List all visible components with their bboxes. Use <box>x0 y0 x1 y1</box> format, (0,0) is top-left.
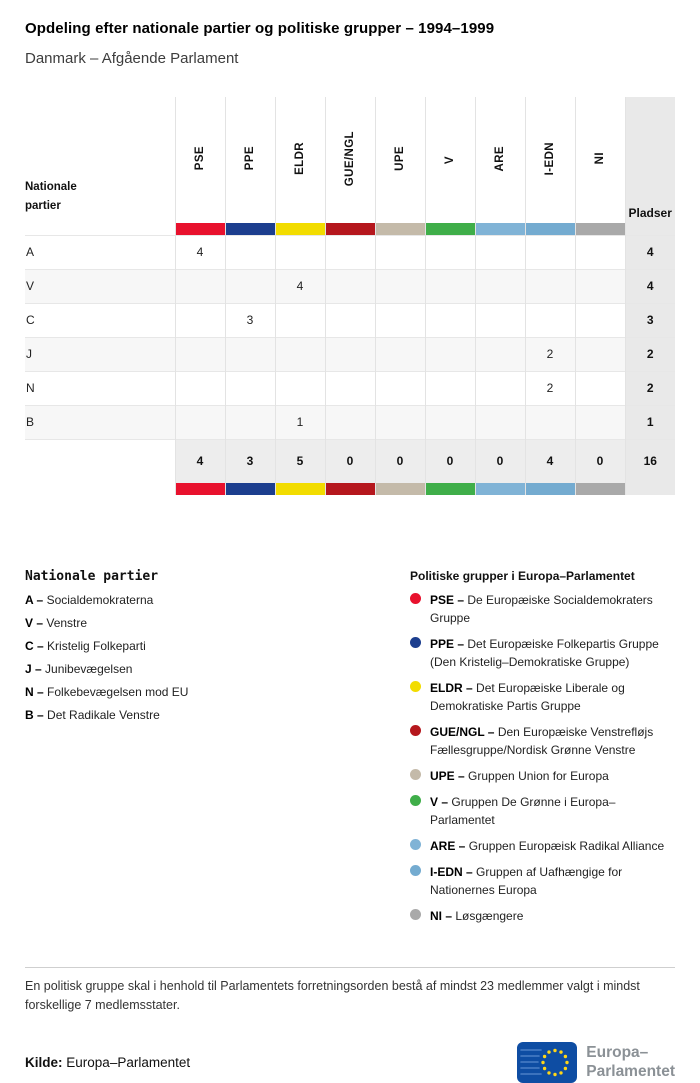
spacer <box>25 483 175 495</box>
group-name: Gruppen af Uafhængige for Nationernes Europa <box>430 865 623 897</box>
cell <box>525 405 575 439</box>
group-name: De Europæiske Socialdemokraters Gruppe <box>430 593 653 625</box>
seats-cell: 3 <box>625 303 675 337</box>
color-bar-upe <box>375 483 425 495</box>
cell <box>175 337 225 371</box>
cell <box>525 269 575 303</box>
logo-wordmark-line2: Parlamentet <box>586 1063 675 1081</box>
cell <box>525 303 575 337</box>
color-bar-v <box>425 483 475 495</box>
group-code-label: NI – <box>430 909 453 923</box>
group-code-label: ELDR – <box>430 681 473 695</box>
cell <box>425 303 475 337</box>
column-header-gue-ngl: GUE/NGL <box>325 97 375 223</box>
cell <box>575 235 625 269</box>
cell <box>475 235 525 269</box>
cell: 4 <box>175 235 225 269</box>
table-row <box>25 337 675 371</box>
source-label: Kilde: <box>25 1054 63 1070</box>
color-bar-i-edn <box>525 223 575 235</box>
cell <box>375 337 425 371</box>
cell <box>475 303 525 337</box>
group-color-dot <box>410 839 421 850</box>
spacer <box>25 223 175 235</box>
cell <box>325 303 375 337</box>
page-title: Opdeling efter nationale partier og politiske grupper – 1994–1999 <box>25 20 495 37</box>
color-bar-upe <box>375 223 425 235</box>
party-name: Kristelig Folkeparti <box>47 639 146 653</box>
row-header-label: Nationale partier <box>25 180 77 213</box>
cell <box>225 371 275 405</box>
logo-wordmark-line1: Europa– <box>586 1044 649 1062</box>
legend-item-group <box>410 723 675 759</box>
cell <box>475 371 525 405</box>
cell <box>425 371 475 405</box>
european-parliament-logo <box>517 1042 675 1083</box>
group-color-dot <box>410 637 421 648</box>
column-header-pse: PSE <box>175 97 225 223</box>
seats-cell: 1 <box>625 405 675 439</box>
group-header-row <box>25 97 675 223</box>
cell <box>575 405 625 439</box>
party-label: C <box>25 303 175 337</box>
color-bar-eldr <box>275 223 325 235</box>
cell <box>275 235 325 269</box>
cell <box>475 337 525 371</box>
legend-item-party <box>25 685 410 699</box>
cell <box>425 405 475 439</box>
party-label: N <box>25 371 175 405</box>
cell <box>275 371 325 405</box>
party-name: Venstre <box>46 616 88 630</box>
cell <box>375 235 425 269</box>
table-row <box>25 269 675 303</box>
table-row <box>25 405 675 439</box>
party-code-label: V – <box>25 616 44 630</box>
color-bar-ni <box>575 223 625 235</box>
cell <box>575 303 625 337</box>
group-name: Løsgængere <box>455 909 524 923</box>
cell <box>325 405 375 439</box>
cell <box>225 337 275 371</box>
column-header-are: ARE <box>475 97 525 223</box>
color-bar-pse <box>175 483 225 495</box>
cell <box>325 337 375 371</box>
spacer <box>25 439 175 483</box>
column-header-seats: Pladser <box>625 97 675 223</box>
legend-item-group <box>410 907 675 925</box>
total-cell: 4 <box>525 439 575 483</box>
column-header-i-edn: I-EDN <box>525 97 575 223</box>
cell <box>575 371 625 405</box>
party-name: Folkebevægelsen mod EU <box>47 685 189 699</box>
group-color-dot <box>410 795 421 806</box>
legend-item-group <box>410 591 675 627</box>
cell <box>325 235 375 269</box>
page-subtitle: Danmark – Afgående Parlament <box>25 50 239 67</box>
national-parties-legend <box>25 569 410 925</box>
total-cell: 0 <box>425 439 475 483</box>
legend-item-party <box>25 639 410 653</box>
color-bar-gue-ngl <box>325 223 375 235</box>
color-bar-v <box>425 223 475 235</box>
party-code-label: C – <box>25 639 44 653</box>
color-bar-are <box>475 223 525 235</box>
group-code-label: ARE – <box>430 839 466 853</box>
footnote: En politisk gruppe skal i henhold til Parlamentets forretningsorden bestå af mindst 23 medlemmer valgt i mindst forskellige 7 medlemsstater. <box>25 979 640 1013</box>
cell <box>575 269 625 303</box>
legend-item-group <box>410 679 675 715</box>
cell: 4 <box>275 269 325 303</box>
cell <box>225 405 275 439</box>
party-label: V <box>25 269 175 303</box>
totals-row <box>25 439 675 483</box>
total-cell: 5 <box>275 439 325 483</box>
party-code-label: J – <box>25 662 42 676</box>
party-code-label: A – <box>25 593 44 607</box>
source-row <box>25 1042 675 1083</box>
logo-wordmark <box>586 1043 675 1081</box>
cell <box>575 337 625 371</box>
national-parties-legend-title: Nationale partier <box>25 569 159 584</box>
group-name: Gruppen Europæisk Radikal Alliance <box>468 839 665 853</box>
cell <box>375 405 425 439</box>
seats-cell: 4 <box>625 269 675 303</box>
cell <box>175 303 225 337</box>
seats-cell: 2 <box>625 371 675 405</box>
total-cell: 3 <box>225 439 275 483</box>
color-bar-pse <box>175 223 225 235</box>
group-code-label: UPE – <box>430 769 465 783</box>
cell <box>325 269 375 303</box>
cell <box>175 405 225 439</box>
party-label: J <box>25 337 175 371</box>
cell <box>425 269 475 303</box>
eu-flag-icon <box>517 1042 577 1083</box>
group-name: Gruppen Union for Europa <box>468 769 609 783</box>
party-code-label: N – <box>25 685 44 699</box>
group-code-label: GUE/NGL – <box>430 725 495 739</box>
column-header-ni: NI <box>575 97 625 223</box>
legend-item-group <box>410 767 675 785</box>
group-name: Det Europæiske Liberale og Demokratiske Partis Gruppe <box>430 681 625 713</box>
group-code-label: V – <box>430 795 449 809</box>
group-color-dot <box>410 593 421 604</box>
party-label: A <box>25 235 175 269</box>
political-groups-legend-title: Politiske grupper i Europa–Parlamentet <box>410 569 635 583</box>
cell <box>175 371 225 405</box>
party-code-label: B – <box>25 708 44 722</box>
legend-item-group <box>410 837 675 855</box>
cell <box>175 269 225 303</box>
color-bar-ni <box>575 483 625 495</box>
cell <box>475 269 525 303</box>
color-bar-i-edn <box>525 483 575 495</box>
total-cell: 0 <box>325 439 375 483</box>
cell <box>375 371 425 405</box>
legend-item-party <box>25 708 410 722</box>
cell: 3 <box>225 303 275 337</box>
cell: 2 <box>525 371 575 405</box>
group-color-dot <box>410 909 421 920</box>
party-name: Socialdemokraterna <box>46 593 154 607</box>
cell: 2 <box>525 337 575 371</box>
cell <box>475 405 525 439</box>
color-bar-eldr <box>275 483 325 495</box>
cell: 1 <box>275 405 325 439</box>
party-name: Det Radikale Venstre <box>47 708 160 722</box>
cell <box>225 235 275 269</box>
spacer <box>625 483 675 495</box>
total-cell: 0 <box>575 439 625 483</box>
group-code-label: PPE – <box>430 637 465 651</box>
total-cell: 4 <box>175 439 225 483</box>
column-header-ppe: PPE <box>225 97 275 223</box>
spacer <box>625 223 675 235</box>
legend-item-party <box>25 616 410 630</box>
group-code-label: PSE – <box>430 593 465 607</box>
cell <box>225 269 275 303</box>
seats-cell: 2 <box>625 337 675 371</box>
group-color-dot <box>410 725 421 736</box>
legend-section <box>25 569 675 925</box>
cell <box>375 303 425 337</box>
legend-item-party <box>25 662 410 676</box>
source-text <box>25 1055 190 1070</box>
group-color-dot <box>410 865 421 876</box>
cell <box>325 371 375 405</box>
political-groups-legend <box>410 569 675 925</box>
cell <box>375 269 425 303</box>
source-value: Europa–Parlamentet <box>66 1054 191 1070</box>
column-header-v: V <box>425 97 475 223</box>
cell <box>275 337 325 371</box>
group-color-dot <box>410 769 421 780</box>
seats-cell: 4 <box>625 235 675 269</box>
total-cell: 0 <box>375 439 425 483</box>
cell <box>425 337 475 371</box>
table-row <box>25 371 675 405</box>
column-header-eldr: ELDR <box>275 97 325 223</box>
total-seats-cell: 16 <box>625 439 675 483</box>
group-color-bar-row-bottom <box>25 483 675 495</box>
legend-item-group <box>410 635 675 671</box>
table-row <box>25 235 675 269</box>
color-bar-are <box>475 483 525 495</box>
group-color-bar-row <box>25 223 675 235</box>
cell <box>425 235 475 269</box>
color-bar-ppe <box>225 223 275 235</box>
party-label: B <box>25 405 175 439</box>
cell <box>525 235 575 269</box>
group-code-label: I-EDN – <box>430 865 473 879</box>
legend-item-group <box>410 863 675 899</box>
group-name: Gruppen De Grønne i Europa–Parlamentet <box>430 795 616 827</box>
total-cell: 0 <box>475 439 525 483</box>
seats-matrix-table <box>25 97 675 495</box>
party-name: Junibevægelsen <box>45 662 133 676</box>
legend-item-party <box>25 593 410 607</box>
legend-item-group <box>410 793 675 829</box>
column-header-upe: UPE <box>375 97 425 223</box>
table-row <box>25 303 675 337</box>
color-bar-gue-ngl <box>325 483 375 495</box>
color-bar-ppe <box>225 483 275 495</box>
group-name: Det Europæiske Folkepartis Gruppe (Den Kristelig–Demokratiske Gruppe) <box>430 637 659 669</box>
cell <box>275 303 325 337</box>
group-color-dot <box>410 681 421 692</box>
footer-divider <box>25 967 675 968</box>
group-name: Den Europæiske Venstrefløjs Fællesgruppe/Nordisk Grønne Venstre <box>430 725 654 757</box>
